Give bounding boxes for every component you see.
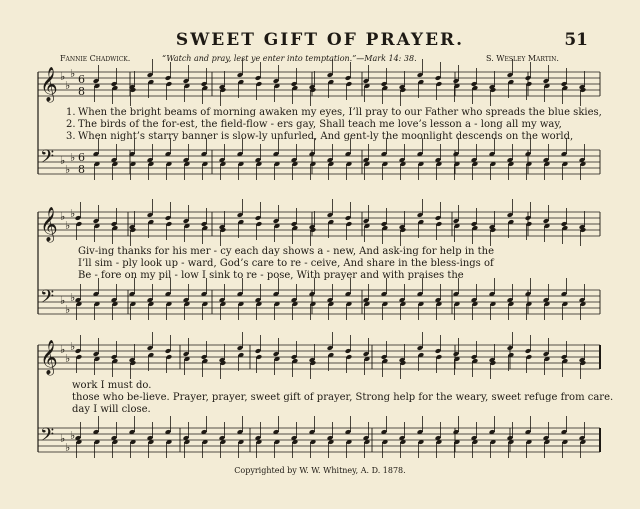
- flat-icon: ♭: [60, 343, 66, 356]
- flat-icon: ♭: [65, 303, 71, 316]
- scripture-reference: “Watch and pray, lest ye enter into temptation.”—Mark 14: 38.: [162, 54, 417, 63]
- flat-icon: ♭: [70, 291, 76, 304]
- lyric-line: I’ll sim - ply look up - ward, God’s care to re - ceive, And share in the bless-ings of: [78, 258, 494, 269]
- flat-icon: ♭: [70, 207, 76, 220]
- flat-icon: ♭: [65, 79, 71, 92]
- lyric-line: work I must do.: [72, 380, 152, 391]
- flat-icon: ♭: [70, 67, 76, 80]
- flat-icon: ♭: [70, 429, 76, 442]
- time-signature-top: 6: [78, 151, 85, 164]
- copyright-notice: Copyrighted by W. W. Whitney, A. D. 1878.: [234, 466, 406, 475]
- lyric-line: 2. The birds of the for-est, the field-flow - ers gay, Shall teach me love’s lesson a - long all my way,: [66, 119, 562, 130]
- bass-clef-icon: 𝄢: [40, 287, 55, 312]
- lyric-line: Giv-ing thanks for his mer - cy each day shows a - new, And ask-ing for help in the: [78, 246, 495, 257]
- lyric-line: day I will close.: [72, 404, 151, 415]
- flat-icon: ♭: [60, 294, 66, 307]
- flat-icon: ♭: [60, 210, 66, 223]
- bass-clef-icon: 𝄢: [40, 425, 55, 450]
- lyric-line: Be - fore on my pil - low I sink to re - pose, With prayer and with praises the: [78, 270, 464, 281]
- flat-icon: ♭: [65, 352, 71, 365]
- flat-icon: ♭: [65, 219, 71, 232]
- treble-clef-icon: 𝄞: [40, 67, 58, 102]
- bass-clef-icon: 𝄢: [40, 147, 55, 172]
- lyric-line: those who be-lieve. Prayer, prayer, sweet gift of prayer, Strong help for the weary, sweet refuge from care.: [72, 392, 614, 403]
- time-signature-bottom: 8: [78, 85, 85, 98]
- hymn-title: SWEET GIFT OF PRAYER.: [175, 30, 465, 50]
- author-credit: Fannie Chadwick.: [60, 54, 131, 63]
- flat-icon: ♭: [70, 151, 76, 164]
- time-signature-bottom: 8: [78, 163, 85, 176]
- treble-clef-icon: 𝄞: [40, 207, 58, 242]
- flat-icon: ♭: [70, 340, 76, 353]
- flat-icon: ♭: [65, 163, 71, 176]
- treble-clef-icon: 𝄞: [40, 340, 58, 375]
- lyric-line: 3. When night’s starry banner is slow-ly unfurled, And gent-ly the moonlight descends on the world,: [66, 131, 574, 142]
- composer-credit: S. Wesley Martin.: [486, 54, 559, 63]
- flat-icon: ♭: [60, 432, 66, 445]
- flat-icon: ♭: [60, 154, 66, 167]
- page-number: 51: [564, 30, 588, 50]
- time-signature-top: 6: [78, 73, 85, 86]
- flat-icon: ♭: [60, 70, 66, 83]
- lyric-line: 1. When the bright beams of morning awaken my eyes, I’ll pray to our Father who spreads the blue skies,: [66, 107, 602, 118]
- flat-icon: ♭: [65, 441, 71, 454]
